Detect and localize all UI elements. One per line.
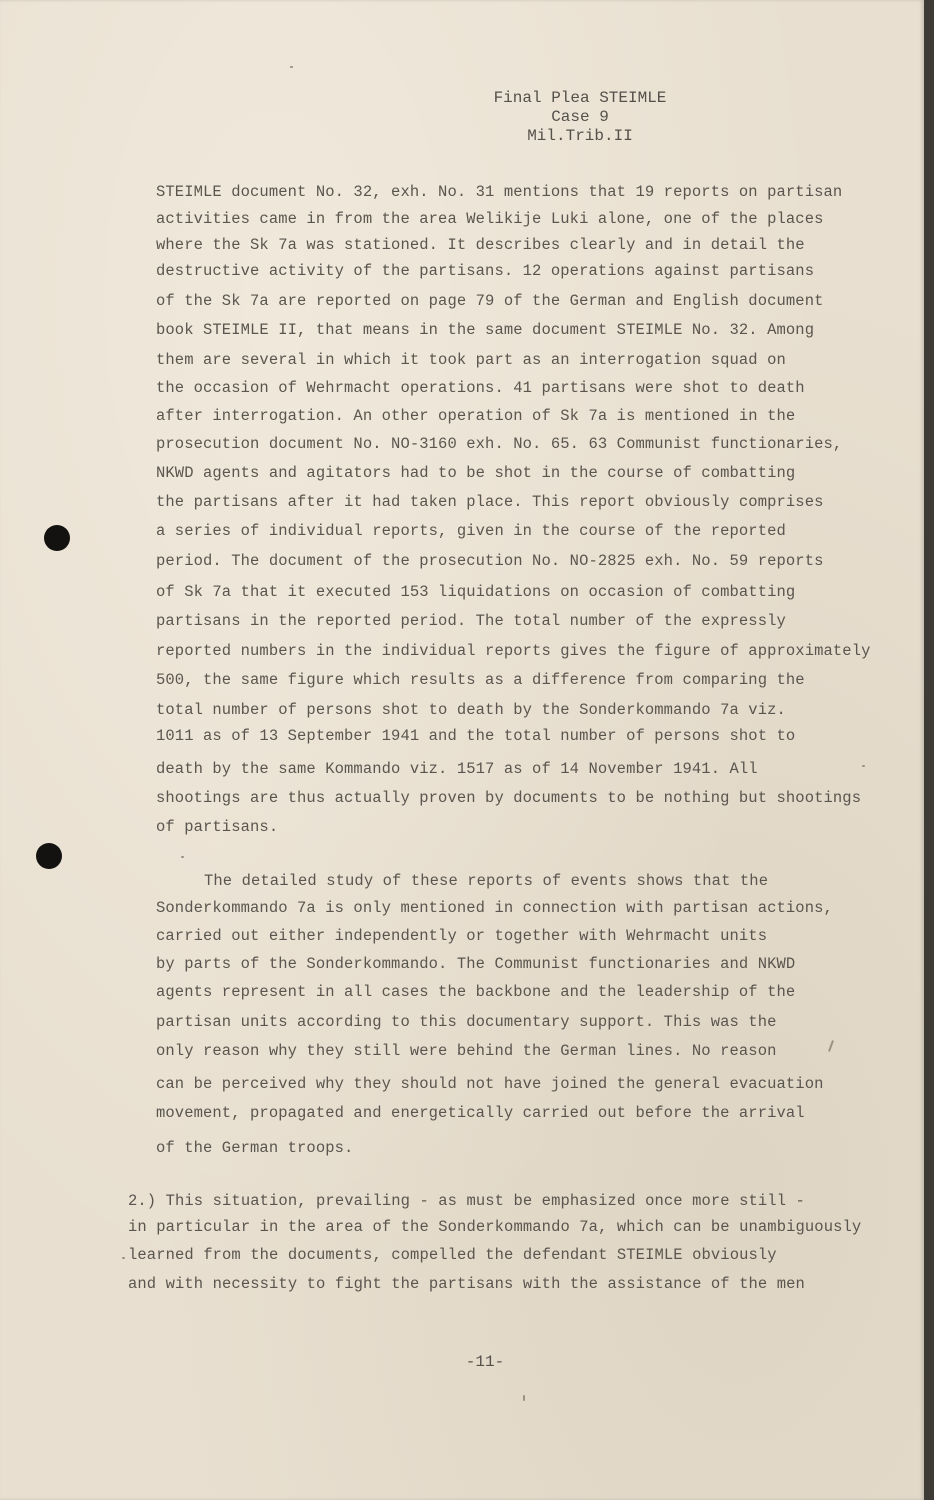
text-line: in particular in the area of the Sonderkommando 7a, which can be unambiguously — [128, 1218, 862, 1236]
text-line: of the German troops. — [156, 1139, 354, 1157]
text-line: partisan units according to this documentary support. This was the — [156, 1013, 777, 1031]
punch-hole — [44, 525, 70, 551]
text-line: reported numbers in the individual reports gives the figure of approximately — [156, 642, 871, 660]
paper-speck — [181, 856, 184, 858]
text-line: STEIMLE document No. 32, exh. No. 31 mentions that 19 reports on partisan — [156, 183, 843, 201]
text-line: of the Sk 7a are reported on page 79 of the German and English document — [156, 292, 824, 310]
text-line: them are several in which it took part as an interrogation squad on — [156, 351, 786, 369]
header-title: Final Plea STEIMLE — [493, 89, 667, 107]
header-case: Case 9 — [551, 108, 609, 126]
text-line: prosecution document No. NO-3160 exh. No. 65. 63 Communist functionaries, — [156, 435, 843, 453]
text-line: learned from the documents, compelled the defendant STEIMLE obviously — [128, 1246, 777, 1264]
pencil-mark — [828, 1040, 834, 1052]
page-number: -11- — [465, 1353, 505, 1371]
text-line: 1011 as of 13 September 1941 and the total number of persons shot to — [156, 727, 796, 745]
text-line: where the Sk 7a was stationed. It describes clearly and in detail the — [156, 236, 805, 254]
text-line: by parts of the Sonderkommando. The Communist functionaries and NKWD — [156, 955, 796, 973]
text-line: can be perceived why they should not have joined the general evacuation — [156, 1075, 824, 1093]
text-line: The detailed study of these reports of events shows that the — [204, 872, 769, 890]
text-line: and with necessity to fight the partisans with the assistance of the men — [128, 1275, 805, 1293]
text-line: destructive activity of the partisans. 12 operations against partisans — [156, 262, 815, 280]
text-line: book STEIMLE II, that means in the same document STEIMLE No. 32. Among — [156, 321, 815, 339]
paper-speck — [290, 66, 293, 68]
punch-hole — [36, 843, 62, 869]
paper-speck — [523, 1395, 525, 1401]
text-line: 2.) This situation, prevailing - as must be emphasized once more still - — [128, 1192, 805, 1210]
text-line: only reason why they still were behind the German lines. No reason — [156, 1042, 777, 1060]
text-line: activities came in from the area Welikije Luki alone, one of the places — [156, 210, 824, 228]
text-line: shootings are thus actually proven by documents to be nothing but shootings — [156, 789, 862, 807]
text-line: the partisans after it had taken place. This report obviously comprises — [156, 493, 824, 511]
text-line: of Sk 7a that it executed 153 liquidations on occasion of combatting — [156, 583, 796, 601]
text-line: NKWD agents and agitators had to be shot in the course of combatting — [156, 464, 796, 482]
text-line: carried out either independently or together with Wehrmacht units — [156, 927, 768, 945]
text-line: Sonderkommando 7a is only mentioned in connection with partisan actions, — [156, 899, 833, 917]
text-line: period. The document of the prosecution No. NO-2825 exh. No. 59 reports — [156, 552, 824, 570]
document-header — [470, 89, 690, 146]
text-line: total number of persons shot to death by the Sonderkommando 7a viz. — [156, 701, 786, 719]
text-line: of partisans. — [156, 818, 279, 836]
paper-speck — [862, 765, 865, 767]
text-line: movement, propagated and energetically carried out before the arrival — [156, 1104, 805, 1122]
text-line: partisans in the reported period. The total number of the expressly — [156, 612, 786, 630]
text-line: a series of individual reports, given in the course of the reported — [156, 522, 786, 540]
text-line: 500, the same figure which results as a difference from comparing the — [156, 671, 805, 689]
header-tribunal: Mil.Trib.II — [527, 127, 633, 145]
text-line: after interrogation. An other operation of Sk 7a is mentioned in the — [156, 407, 796, 425]
text-line: death by the same Kommando viz. 1517 as of 14 November 1941. All — [156, 760, 758, 778]
text-line: agents represent in all cases the backbone and the leadership of the — [156, 983, 796, 1001]
paper-speck — [122, 1257, 125, 1259]
scan-edge — [924, 0, 934, 1500]
text-line: the occasion of Wehrmacht operations. 41 partisans were shot to death — [156, 379, 805, 397]
